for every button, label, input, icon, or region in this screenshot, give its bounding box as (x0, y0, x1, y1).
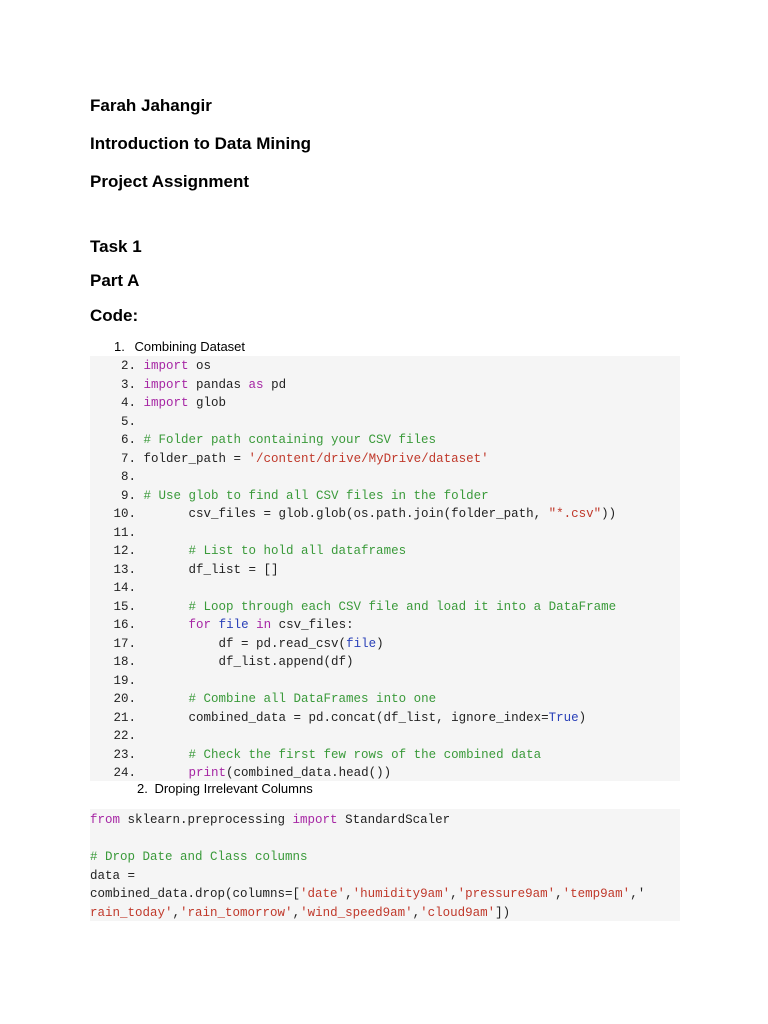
code-token: pd (263, 377, 287, 392)
code-token: # Check the first few rows of the combined data (188, 747, 542, 762)
code-text (136, 600, 616, 614)
code-token: 'pressure9am' (457, 887, 556, 902)
line-number: 4. (120, 396, 136, 410)
code-line (90, 598, 616, 616)
code-token: for (188, 618, 212, 632)
line-number: 22. (113, 729, 136, 743)
code-token (144, 618, 189, 632)
section2-item (137, 781, 313, 797)
code-token: ]) (495, 906, 511, 920)
code-line (90, 561, 279, 579)
code-line (90, 904, 510, 922)
code-text (136, 396, 226, 410)
code-line (90, 357, 211, 375)
code-line (90, 653, 354, 671)
line-number: 6. (120, 433, 136, 447)
line-number: 14. (113, 581, 136, 595)
section1-title: Combining Dataset (134, 339, 246, 354)
code-token: , (412, 906, 421, 920)
code-token: 'date' (300, 887, 346, 902)
author-name: Farah Jahangir (90, 96, 212, 115)
line-number: 15. (113, 599, 136, 614)
code-line (90, 672, 144, 690)
code-token: df_list.append(df) (143, 655, 354, 669)
line-number: 20. (113, 692, 136, 706)
code-line (90, 450, 489, 468)
code-line (90, 764, 391, 782)
line-number: 10. (113, 507, 136, 521)
code-token: 'rain_tomorrow' (180, 906, 293, 920)
code-token: StandardScaler (337, 813, 451, 827)
code-line (90, 487, 489, 505)
code-token: 'wind_speed9am' (300, 906, 413, 920)
line-number: 13. (113, 562, 136, 577)
code-token: , (450, 887, 458, 902)
code-line (90, 811, 450, 829)
code-heading: Code: (90, 306, 139, 325)
code-token: csv_files: (271, 618, 354, 632)
code-token: from (90, 813, 121, 827)
code-token: ,' (630, 887, 646, 902)
code-token: True (548, 710, 579, 725)
code-token: ) (578, 710, 587, 725)
code-token (144, 600, 189, 614)
code-line (90, 468, 144, 486)
line-number: 16. (113, 618, 136, 632)
code-token: # Loop through each CSV file and load it into a DataFrame (188, 599, 617, 614)
code-token: , (172, 906, 181, 920)
code-token: '/content/drive/MyDrive/dataset' (248, 451, 489, 466)
code-token: import (143, 359, 189, 373)
code-line (90, 867, 135, 885)
code-token: import (143, 377, 189, 392)
code-token: , (292, 906, 301, 920)
code-token: combined_data.drop(columns=[ (90, 887, 301, 902)
code-token: sklearn.preprocessing (120, 813, 293, 827)
code-line (90, 616, 354, 634)
code-token: file (218, 618, 249, 632)
code-token (144, 544, 189, 558)
code-token: "*.csv" (548, 507, 602, 521)
code-text (136, 489, 489, 503)
code-token: rain_today' (90, 906, 173, 920)
line-number: 7. (120, 451, 136, 466)
code-line (90, 727, 144, 745)
code-line (90, 635, 384, 653)
code-token: file (346, 636, 377, 651)
code-block-1 (90, 356, 680, 781)
line-number: 17. (113, 636, 136, 651)
code-text (136, 359, 211, 373)
code-token: # Drop Date and Class columns (90, 850, 308, 865)
line-number: 8. (120, 470, 136, 484)
code-text (136, 637, 384, 651)
code-line (90, 431, 436, 449)
code-token: pandas (188, 377, 249, 392)
line-number: 2. (120, 359, 136, 373)
code-token: df = pd.read_csv( (143, 636, 347, 651)
line-number: 24. (113, 766, 136, 780)
code-token: print (188, 766, 227, 780)
code-line (90, 848, 308, 866)
code-text (136, 433, 436, 447)
line-number: 18. (113, 655, 136, 669)
code-token: as (248, 377, 264, 392)
code-token: 'temp9am' (562, 887, 631, 902)
code-token: # Folder path containing your CSV files (143, 433, 437, 447)
code-text (136, 655, 354, 669)
code-text (136, 729, 144, 743)
code-text (136, 544, 406, 558)
code-line (90, 394, 226, 412)
section2-number: 2. (137, 781, 148, 796)
line-number: 19. (113, 673, 136, 688)
part-heading: Part A (90, 271, 140, 290)
line-number: 23. (113, 747, 136, 762)
code-text (136, 692, 436, 706)
code-token: os (188, 359, 212, 373)
code-line (90, 746, 541, 764)
line-number: 21. (113, 710, 136, 725)
line-number: 11. (113, 525, 136, 540)
code-text (136, 470, 144, 484)
code-text (136, 507, 616, 521)
code-token (144, 748, 189, 762)
section2-title: Droping Irrelevant Columns (154, 781, 313, 796)
code-token: ) (376, 636, 384, 651)
code-token (144, 766, 189, 780)
code-token: in (256, 618, 272, 632)
code-token: df_list = [] (143, 562, 279, 577)
code-line (90, 885, 645, 903)
code-token: 'humidity9am' (352, 887, 451, 902)
code-token: import (143, 396, 189, 410)
section1-number: 1. (114, 339, 125, 354)
course-title: Introduction to Data Mining (90, 134, 311, 153)
task-heading: Task 1 (90, 237, 142, 256)
code-token: # Combine all DataFrames into one (188, 692, 437, 706)
code-text (136, 452, 489, 466)
assignment-title: Project Assignment (90, 172, 250, 191)
code-text (136, 766, 391, 780)
code-line (90, 690, 436, 708)
code-token: csv_files = glob.glob(os.path.join(folder_path, (143, 507, 549, 521)
code-token (249, 618, 257, 632)
code-token: , (345, 887, 353, 902)
line-number: 9. (120, 488, 136, 503)
code-line (90, 376, 286, 394)
code-token: # Use glob to find all CSV files in the folder (143, 488, 489, 503)
code-token: 'cloud9am' (420, 906, 496, 920)
code-text (136, 526, 144, 540)
code-token: combined_data = pd.concat(df_list, ignore_index= (143, 710, 549, 725)
code-line (90, 505, 616, 523)
section1-item (114, 339, 245, 355)
code-line (90, 413, 144, 431)
line-number: 5. (120, 414, 136, 429)
line-number: 12. (113, 544, 136, 558)
code-token: (combined_data.head()) (226, 766, 392, 780)
code-text (136, 563, 279, 577)
code-token: , (555, 887, 563, 902)
code-token: import (292, 813, 338, 827)
code-text (136, 415, 144, 429)
code-token: data = (90, 868, 136, 883)
code-line (90, 709, 586, 727)
code-token (211, 618, 219, 632)
code-token: glob (188, 396, 227, 410)
code-block-2 (90, 809, 680, 921)
code-line (90, 524, 144, 542)
line-number: 3. (120, 377, 136, 392)
code-token: folder_path = (143, 451, 249, 466)
code-text (136, 748, 541, 762)
code-token: # List to hold all dataframes (188, 544, 407, 558)
code-text (136, 618, 354, 632)
code-line (90, 542, 406, 560)
code-text (136, 674, 144, 688)
code-token: )) (601, 507, 617, 521)
code-text (136, 711, 586, 725)
code-text (136, 378, 286, 392)
code-line (90, 579, 144, 597)
code-text (136, 581, 144, 595)
code-token (144, 692, 189, 706)
